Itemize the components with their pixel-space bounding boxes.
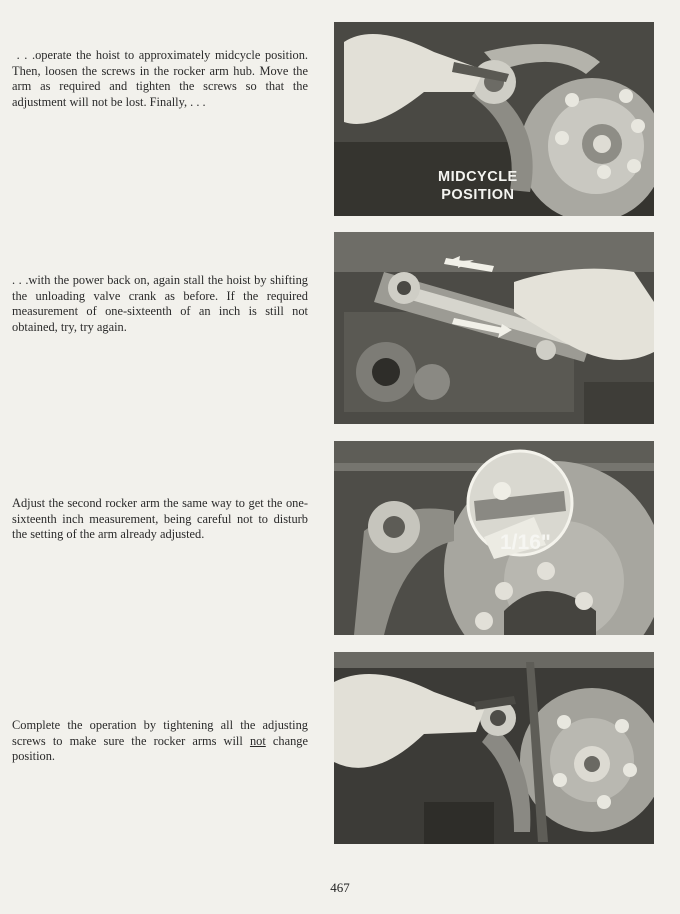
photo-valve-crank-image (334, 232, 654, 424)
paragraph-stall-hoist: . . .with the power back on, again stall the hoist by shifting the unloading valve crank as before. If the required measurement of one-sixteenth of an inch is still not obtained, try, try again. (12, 273, 308, 334)
p4-text-before: Complete the operation by tightening all the adjusting screws to make sure the rocker arms will (12, 718, 308, 748)
midcycle-position-label (438, 168, 518, 204)
p4-text-after: change position. (12, 733, 308, 764)
photo-tightening-image (334, 652, 654, 844)
paragraph-midcycle: . . .operate the hoist to approximately midcycle position. Then, loosen the screws in the rocker arm hub. Move the arm as required and tighten the screws so that the adjustment will not be lost. Finally, . . . (12, 48, 308, 109)
one-sixteenth-label: 1/16" (500, 531, 551, 554)
photo-gap-image (334, 441, 654, 635)
paragraph-complete-operation (12, 718, 308, 765)
page-number: 467 (330, 880, 350, 895)
photo-shifting-valve-crank (334, 232, 654, 424)
midcycle-label-line2: POSITION (441, 187, 515, 203)
paragraph-second-rocker-arm: Adjust the second rocker arm the same way to get the one-sixteenth inch measurement, being careful not to disturb the setting of the arm already adjusted. (12, 496, 308, 542)
photo-tightening-screws (334, 652, 654, 844)
midcycle-label-line1: MIDCYCLE (438, 169, 518, 185)
p4-underlined-word: not (249, 733, 266, 748)
photo-midcycle-position (334, 22, 654, 216)
photo-one-sixteenth-gap (334, 441, 654, 635)
